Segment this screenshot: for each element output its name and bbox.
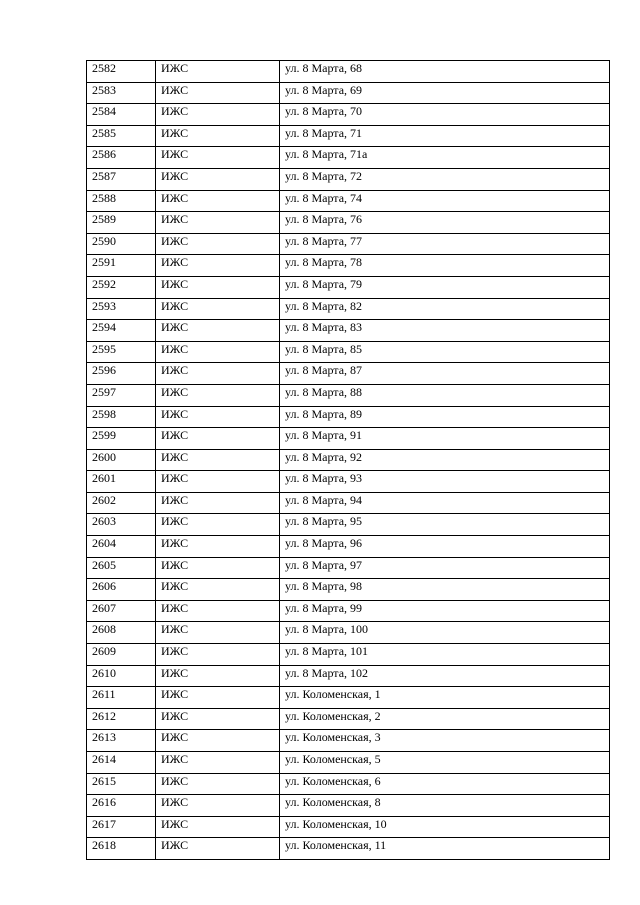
table-row	[87, 61, 610, 83]
address-cell: ул. 8 Марта, 78	[280, 255, 610, 277]
register-table-body	[87, 61, 610, 860]
object-type-cell: ИЖС	[156, 363, 280, 385]
object-type-cell: ИЖС	[156, 600, 280, 622]
object-type-cell: ИЖС	[156, 449, 280, 471]
row-number-cell: 2585	[87, 125, 156, 147]
object-type-cell: ИЖС	[156, 341, 280, 363]
address-cell: ул. 8 Марта, 91	[280, 428, 610, 450]
row-number-cell: 2597	[87, 384, 156, 406]
table-row	[87, 341, 610, 363]
row-number-cell: 2599	[87, 428, 156, 450]
row-number-cell: 2588	[87, 190, 156, 212]
table-row	[87, 147, 610, 169]
row-number-cell: 2611	[87, 687, 156, 709]
object-type-cell: ИЖС	[156, 61, 280, 83]
row-number-cell: 2586	[87, 147, 156, 169]
address-cell: ул. Коломенская, 11	[280, 838, 610, 860]
row-number-cell: 2613	[87, 730, 156, 752]
table-row	[87, 104, 610, 126]
row-number-cell: 2605	[87, 557, 156, 579]
object-type-cell: ИЖС	[156, 428, 280, 450]
row-number-cell: 2598	[87, 406, 156, 428]
object-type-cell: ИЖС	[156, 104, 280, 126]
row-number-cell: 2615	[87, 773, 156, 795]
address-cell: ул. 8 Марта, 89	[280, 406, 610, 428]
address-cell: ул. Коломенская, 6	[280, 773, 610, 795]
object-type-cell: ИЖС	[156, 298, 280, 320]
row-number-cell: 2602	[87, 492, 156, 514]
table-row	[87, 233, 610, 255]
object-type-cell: ИЖС	[156, 622, 280, 644]
table-row	[87, 795, 610, 817]
table-row	[87, 773, 610, 795]
address-cell: ул. Коломенская, 8	[280, 795, 610, 817]
object-type-cell: ИЖС	[156, 773, 280, 795]
object-type-cell: ИЖС	[156, 471, 280, 493]
address-cell: ул. 8 Марта, 101	[280, 644, 610, 666]
address-cell: ул. 8 Марта, 92	[280, 449, 610, 471]
address-cell: ул. 8 Марта, 70	[280, 104, 610, 126]
address-cell: ул. 8 Марта, 99	[280, 600, 610, 622]
address-cell: ул. Коломенская, 10	[280, 816, 610, 838]
address-cell: ул. 8 Марта, 88	[280, 384, 610, 406]
object-type-cell: ИЖС	[156, 644, 280, 666]
row-number-cell: 2582	[87, 61, 156, 83]
object-type-cell: ИЖС	[156, 233, 280, 255]
table-row	[87, 730, 610, 752]
row-number-cell: 2594	[87, 320, 156, 342]
row-number-cell: 2583	[87, 82, 156, 104]
row-number-cell: 2606	[87, 579, 156, 601]
address-register-table	[86, 60, 610, 860]
address-cell: ул. 8 Марта, 82	[280, 298, 610, 320]
row-number-cell: 2610	[87, 665, 156, 687]
table-row	[87, 752, 610, 774]
object-type-cell: ИЖС	[156, 708, 280, 730]
address-cell: ул. 8 Марта, 94	[280, 492, 610, 514]
row-number-cell: 2589	[87, 212, 156, 234]
address-cell: ул. 8 Марта, 93	[280, 471, 610, 493]
table-row	[87, 320, 610, 342]
row-number-cell: 2601	[87, 471, 156, 493]
object-type-cell: ИЖС	[156, 557, 280, 579]
table-row	[87, 298, 610, 320]
address-cell: ул. Коломенская, 3	[280, 730, 610, 752]
row-number-cell: 2609	[87, 644, 156, 666]
row-number-cell: 2604	[87, 536, 156, 558]
address-cell: ул. 8 Марта, 77	[280, 233, 610, 255]
address-cell: ул. 8 Марта, 83	[280, 320, 610, 342]
address-cell: ул. 8 Марта, 98	[280, 579, 610, 601]
table-row	[87, 687, 610, 709]
object-type-cell: ИЖС	[156, 212, 280, 234]
table-row	[87, 276, 610, 298]
address-cell: ул. 8 Марта, 102	[280, 665, 610, 687]
address-cell: ул. Коломенская, 5	[280, 752, 610, 774]
table-row	[87, 536, 610, 558]
row-number-cell: 2593	[87, 298, 156, 320]
table-row	[87, 708, 610, 730]
object-type-cell: ИЖС	[156, 665, 280, 687]
address-cell: ул. 8 Марта, 71	[280, 125, 610, 147]
table-row	[87, 125, 610, 147]
table-row	[87, 579, 610, 601]
table-row	[87, 384, 610, 406]
object-type-cell: ИЖС	[156, 320, 280, 342]
table-row	[87, 557, 610, 579]
object-type-cell: ИЖС	[156, 125, 280, 147]
row-number-cell: 2595	[87, 341, 156, 363]
table-row	[87, 363, 610, 385]
table-row	[87, 449, 610, 471]
object-type-cell: ИЖС	[156, 795, 280, 817]
address-cell: ул. 8 Марта, 76	[280, 212, 610, 234]
row-number-cell: 2587	[87, 168, 156, 190]
row-number-cell: 2607	[87, 600, 156, 622]
address-cell: ул. 8 Марта, 74	[280, 190, 610, 212]
row-number-cell: 2614	[87, 752, 156, 774]
object-type-cell: ИЖС	[156, 255, 280, 277]
row-number-cell: 2584	[87, 104, 156, 126]
address-cell: ул. 8 Марта, 69	[280, 82, 610, 104]
row-number-cell: 2616	[87, 795, 156, 817]
table-row	[87, 255, 610, 277]
table-row	[87, 168, 610, 190]
table-row	[87, 644, 610, 666]
object-type-cell: ИЖС	[156, 687, 280, 709]
row-number-cell: 2618	[87, 838, 156, 860]
object-type-cell: ИЖС	[156, 492, 280, 514]
row-number-cell: 2592	[87, 276, 156, 298]
address-cell: ул. Коломенская, 1	[280, 687, 610, 709]
object-type-cell: ИЖС	[156, 838, 280, 860]
address-cell: ул. 8 Марта, 85	[280, 341, 610, 363]
address-cell: ул. 8 Марта, 95	[280, 514, 610, 536]
object-type-cell: ИЖС	[156, 514, 280, 536]
table-row	[87, 622, 610, 644]
table-row	[87, 492, 610, 514]
address-cell: ул. 8 Марта, 72	[280, 168, 610, 190]
address-cell: ул. Коломенская, 2	[280, 708, 610, 730]
row-number-cell: 2590	[87, 233, 156, 255]
object-type-cell: ИЖС	[156, 384, 280, 406]
row-number-cell: 2603	[87, 514, 156, 536]
row-number-cell: 2617	[87, 816, 156, 838]
object-type-cell: ИЖС	[156, 276, 280, 298]
object-type-cell: ИЖС	[156, 816, 280, 838]
address-cell: ул. 8 Марта, 87	[280, 363, 610, 385]
table-row	[87, 428, 610, 450]
table-row	[87, 471, 610, 493]
object-type-cell: ИЖС	[156, 730, 280, 752]
row-number-cell: 2612	[87, 708, 156, 730]
row-number-cell: 2596	[87, 363, 156, 385]
table-row	[87, 190, 610, 212]
object-type-cell: ИЖС	[156, 579, 280, 601]
row-number-cell: 2591	[87, 255, 156, 277]
table-row	[87, 816, 610, 838]
object-type-cell: ИЖС	[156, 190, 280, 212]
object-type-cell: ИЖС	[156, 536, 280, 558]
address-cell: ул. 8 Марта, 97	[280, 557, 610, 579]
table-row	[87, 212, 610, 234]
object-type-cell: ИЖС	[156, 82, 280, 104]
address-cell: ул. 8 Марта, 96	[280, 536, 610, 558]
table-row	[87, 406, 610, 428]
address-cell: ул. 8 Марта, 71а	[280, 147, 610, 169]
object-type-cell: ИЖС	[156, 752, 280, 774]
table-row	[87, 665, 610, 687]
object-type-cell: ИЖС	[156, 147, 280, 169]
table-row	[87, 838, 610, 860]
table-row	[87, 82, 610, 104]
table-row	[87, 514, 610, 536]
address-cell: ул. 8 Марта, 79	[280, 276, 610, 298]
address-cell: ул. 8 Марта, 100	[280, 622, 610, 644]
object-type-cell: ИЖС	[156, 406, 280, 428]
table-row	[87, 600, 610, 622]
object-type-cell: ИЖС	[156, 168, 280, 190]
address-cell: ул. 8 Марта, 68	[280, 61, 610, 83]
row-number-cell: 2600	[87, 449, 156, 471]
row-number-cell: 2608	[87, 622, 156, 644]
